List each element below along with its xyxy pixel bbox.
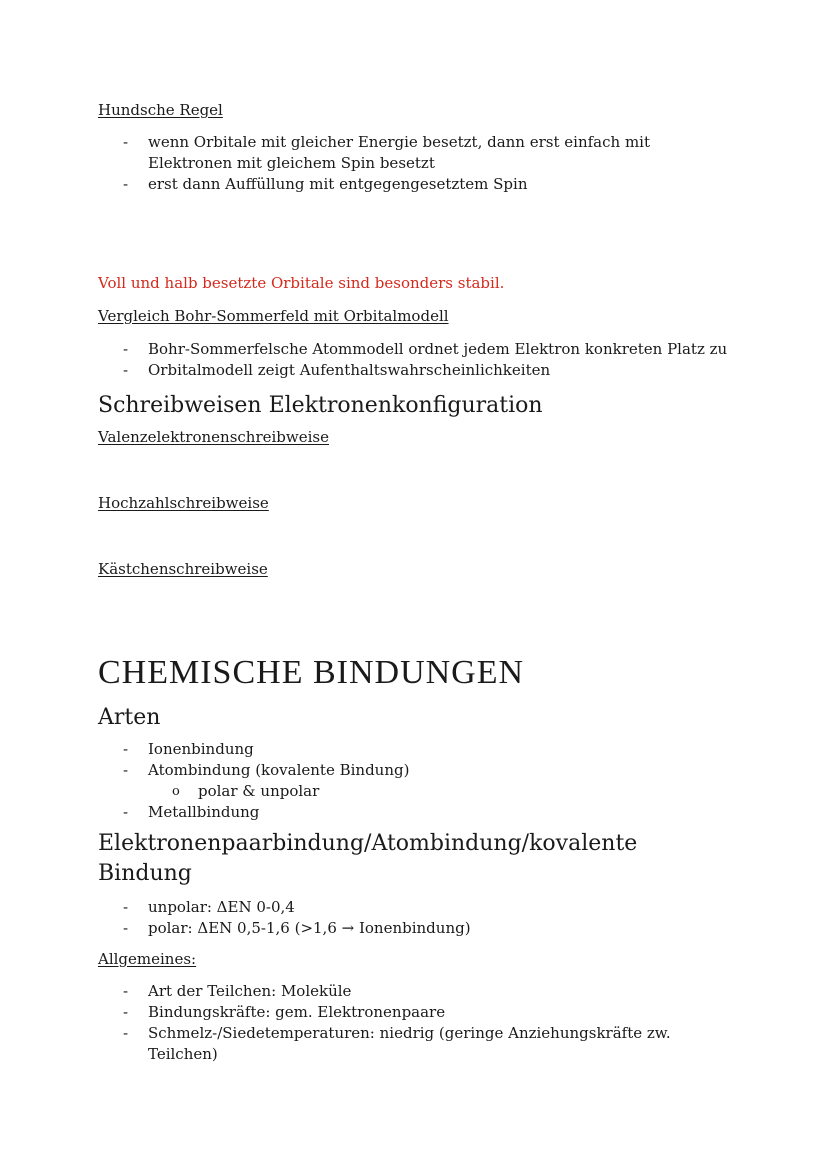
document-page	[98, 100, 738, 1065]
kaestchen-heading: Kästchenschreibweise	[98, 560, 268, 578]
hund-list	[98, 132, 738, 195]
list-item: - Art der Teilchen: Moleküle	[98, 981, 738, 1002]
arten-list-cont	[98, 802, 738, 823]
list-item: - Ionenbindung	[98, 739, 738, 760]
hund-heading: Hundsche Regel	[98, 101, 223, 119]
list-item: - Orbitalmodell zeigt Aufenthaltswahrscheinlichkeiten	[98, 360, 738, 381]
list-item: - Schmelz-/Siedetemperaturen: niedrig (geringe Anziehungskräfte zw. Teilchen)	[98, 1023, 688, 1065]
allgemeines-heading: Allgemeines:	[98, 950, 197, 968]
schreibweisen-heading: Schreibweisen Elektronenkonfiguration	[98, 393, 543, 418]
list-item: - Bohr-Sommerfelsche Atommodell ordnet jedem Elektron konkreten Platz zu	[98, 339, 728, 360]
chem-title: CHEMISCHE BINDUNGEN	[98, 654, 525, 691]
list-item: - Metallbindung	[98, 802, 738, 823]
hochzahl-heading: Hochzahlschreibweise	[98, 494, 269, 512]
list-item: - erst dann Auffüllung mit entgegengesetztem Spin	[98, 174, 738, 195]
epb-heading: Elektronenpaarbindung/Atombindung/kovalente Bindung	[98, 831, 638, 886]
stable-note: Voll und halb besetzte Orbitale sind besonders stabil.	[98, 274, 505, 292]
valenz-heading: Valenzelektronenschreibweise	[98, 428, 329, 446]
list-item: - unpolar: ΔEN 0-0,4	[98, 897, 738, 918]
vergleich-list	[98, 339, 738, 381]
arten-sublist	[148, 781, 738, 802]
list-item: - Bindungskräfte: gem. Elektronenpaare	[98, 1002, 738, 1023]
list-item	[98, 760, 738, 781]
allgemeines-list	[98, 981, 738, 1065]
list-item: - wenn Orbitale mit gleicher Energie besetzt, dann erst einfach mit Elektronen mit gleichem Spin besetzt	[98, 132, 668, 174]
vergleich-heading: Vergleich Bohr-Sommerfeld mit Orbitalmodell	[98, 307, 449, 325]
list-item-text: Atombindung (kovalente Bindung)	[148, 761, 410, 779]
arten-list	[98, 739, 738, 781]
sub-list-item: o polar & unpolar	[148, 781, 738, 802]
epb-list	[98, 897, 738, 939]
arten-heading: Arten	[98, 705, 161, 730]
list-item: - polar: ΔEN 0,5-1,6 (>1,6 → Ionenbindung)	[98, 918, 738, 939]
